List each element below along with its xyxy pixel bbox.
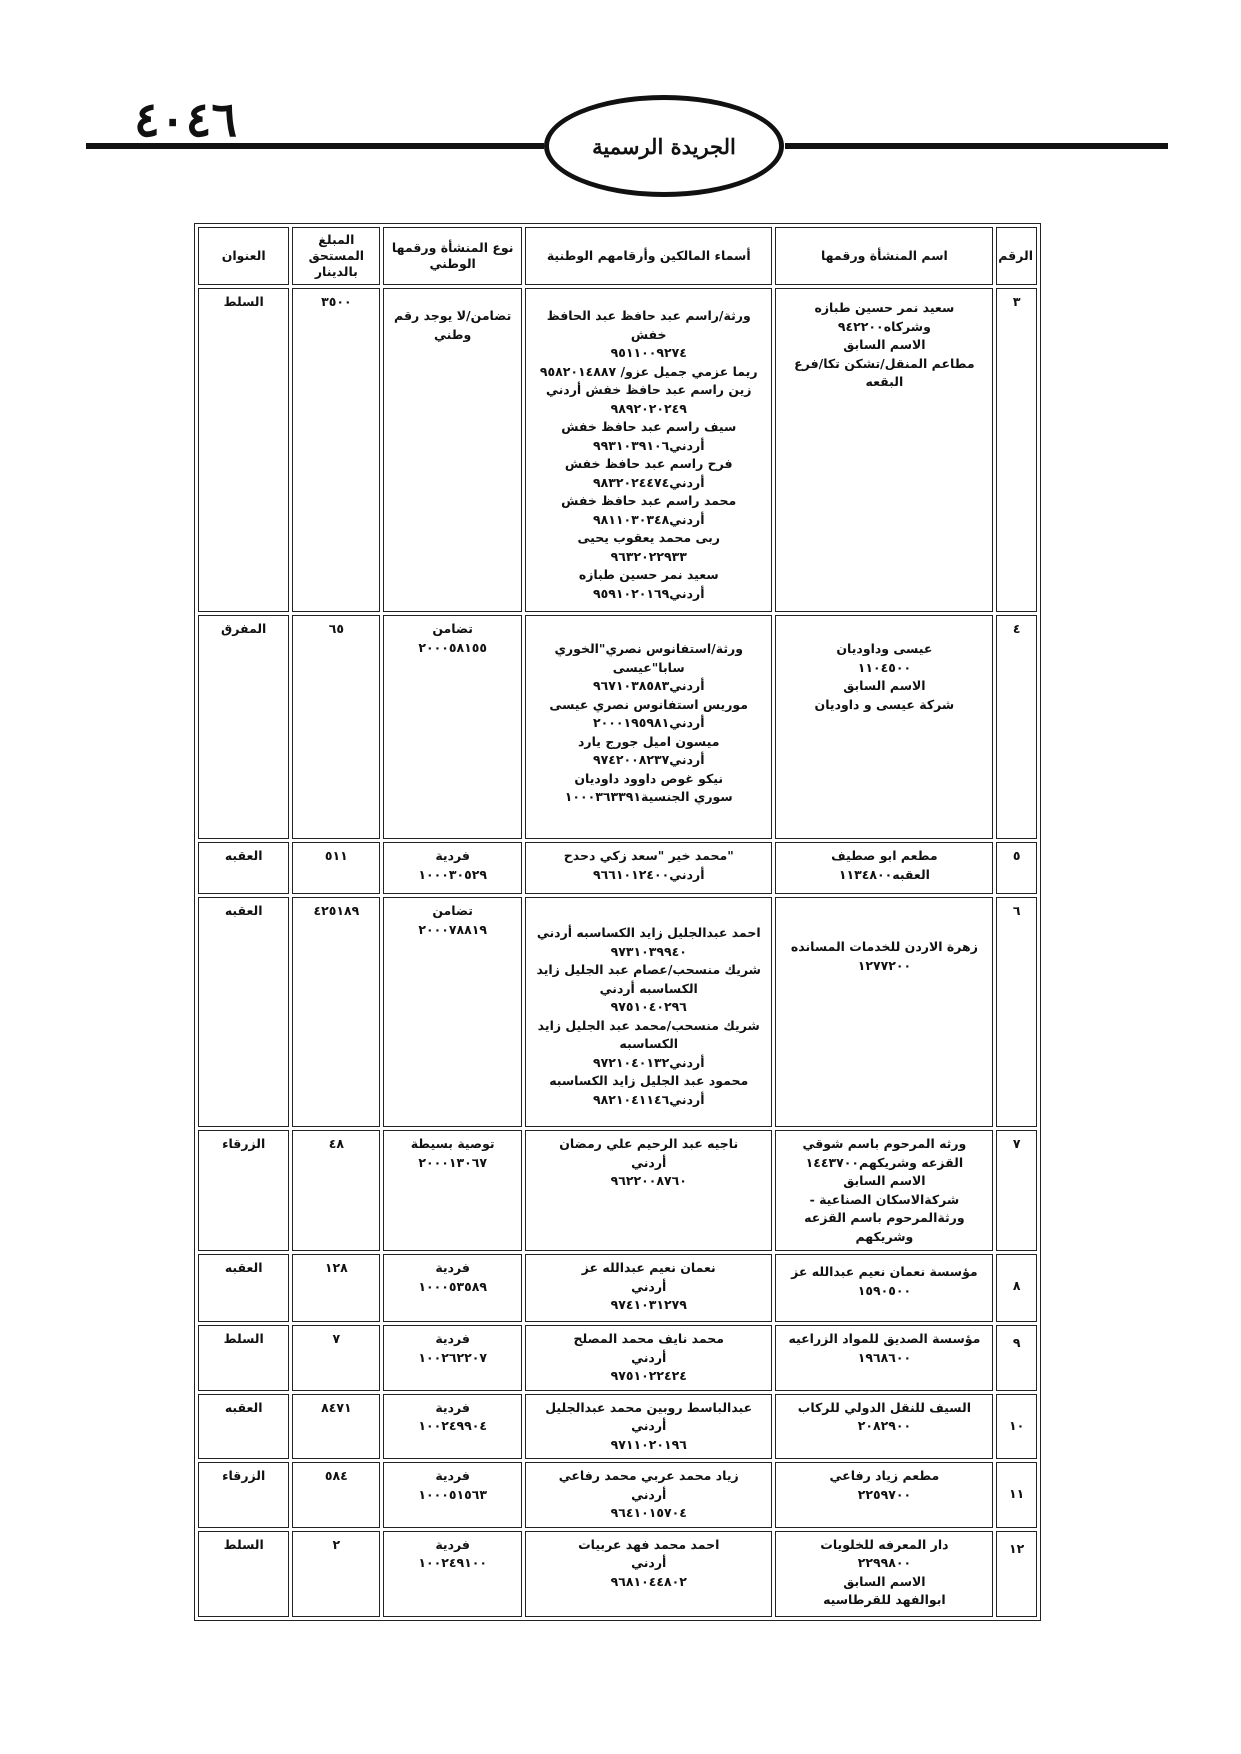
cell-address	[198, 1254, 289, 1322]
cell-entity-line: القزعه وشريكهم١٤٤٣٧٠٠	[805, 1154, 964, 1170]
cell-type-line: فردية	[435, 1331, 470, 1346]
cell-address	[198, 842, 289, 894]
table-row	[198, 1394, 1037, 1460]
cell-number-text: ٨	[1012, 1278, 1021, 1293]
cell-owners-line: سابا"عيسى	[612, 659, 685, 675]
cell-owners-line: نعمان نعيم عبدالله عز	[581, 1260, 716, 1275]
cell-type-line: ١٠٠٢٤٩١٠٠	[418, 1555, 487, 1570]
cell-address-text: السلط	[223, 1536, 264, 1552]
cell-owners-line: أردني٩٨٣٢٠٢٤٤٧٤	[592, 474, 705, 490]
registry-table	[194, 223, 1041, 1621]
cell-owners	[525, 1325, 773, 1391]
cell-entity-line: السيف للنقل الدولي للركاب	[797, 1399, 971, 1415]
page-number: ٤٠٤٦	[134, 92, 238, 148]
cell-amount	[292, 1325, 380, 1391]
cell-entity-line: ١٩٦٨٦٠٠	[857, 1349, 912, 1365]
cell-entity	[775, 1254, 993, 1322]
cell-address	[198, 897, 289, 1127]
cell-owners-line: أردني	[631, 1278, 667, 1294]
cell-owners-line: أردني٩٩٣١٠٣٩١٠٦	[592, 437, 705, 453]
cell-entity-line: ٢٠٨٢٩٠٠	[857, 1418, 912, 1433]
col-header-type: نوع المنشأة ورقمها الوطني	[383, 227, 522, 285]
cell-address	[198, 288, 289, 612]
cell-owners-line: محمد نايف محمد المصلح	[573, 1331, 724, 1346]
cell-entity-line: زهرة الاردن للخدمات المسانده	[790, 939, 978, 954]
cell-number	[996, 1130, 1037, 1251]
cell-address	[198, 1130, 289, 1251]
col-header-amount: المبلغ المستحق بالدينار	[292, 227, 380, 285]
cell-type-line: فردية	[435, 1468, 470, 1483]
cell-type-line: ١٠٠٢٦٢٢٠٧	[418, 1349, 487, 1365]
cell-owners-line: ٩٧١١٠٢٠١٩٦	[610, 1436, 687, 1452]
page-title: الجريدة الرسمية	[592, 133, 736, 159]
header-title-oval	[544, 95, 784, 197]
cell-owners-line: ٩٨٩٢٠٢٠٢٤٩	[610, 400, 687, 416]
cell-entity	[775, 842, 993, 894]
cell-owners-line: أردني٩٧٢١٠٤٠١٣٢	[592, 1054, 705, 1070]
cell-type-line: تضامن	[432, 621, 474, 636]
table-row	[198, 842, 1037, 894]
cell-owners-line: سعيد نمر حسين طبازه	[578, 567, 719, 582]
cell-entity-line: الاسم السابق	[843, 337, 926, 352]
cell-entity-line: مؤسسة الصديق للمواد الزراعيه	[788, 1331, 981, 1346]
cell-type	[383, 1325, 522, 1391]
cell-amount	[292, 288, 380, 612]
cell-type	[383, 615, 522, 839]
cell-amount-text: ٢	[332, 1536, 341, 1552]
cell-number-text: ١٢	[1009, 1540, 1025, 1556]
cell-number-text: ٤	[1012, 621, 1021, 636]
cell-owners-line: ٩٦٨١٠٤٤٨٠٢	[610, 1573, 687, 1589]
cell-owners-line: سيف راسم عبد حافظ خفش	[561, 419, 737, 434]
cell-amount	[292, 1531, 380, 1617]
table-row	[198, 1130, 1037, 1251]
cell-number	[996, 288, 1037, 612]
cell-owners-line: شريك منسحب/عصام عبد الجليل زايد	[536, 962, 761, 977]
cell-owners-line: أردني٢٠٠٠١٩٥٩٨١	[592, 715, 705, 730]
cell-owners-line: محمود عبد الجليل زايد الكساسبه	[549, 1073, 749, 1088]
cell-owners-line: موريس استفانوس نصري عيسى	[549, 696, 749, 712]
cell-entity-line: شركةالاسكان الصناعية -	[809, 1191, 960, 1207]
cell-amount	[292, 897, 380, 1127]
cell-amount-text: ٥٨٤	[324, 1468, 348, 1483]
cell-type-line: ١٠٠٢٤٩٩٠٤	[418, 1418, 487, 1433]
cell-entity	[775, 1462, 993, 1528]
cell-owners-line: ورثة/راسم عبد حافظ عبد الحافظ خفش	[546, 308, 751, 342]
cell-owners-line: فرح راسم عبد حافظ خفش	[564, 456, 733, 471]
cell-type-line: فردية	[435, 848, 470, 863]
cell-owners-line: سوري الجنسية١٠٠٠٣٦٣٣٩١	[564, 789, 733, 804]
cell-address-text: المفرق	[221, 621, 267, 636]
cell-number-text: ١٠	[1009, 1417, 1025, 1433]
table-row	[198, 1325, 1037, 1391]
cell-owners-line: الكساسبه أردني	[599, 980, 698, 996]
cell-type-line: تضامن	[432, 903, 474, 918]
cell-amount	[292, 1394, 380, 1460]
cell-owners-line: أردني٩٧٤٢٠٠٨٢٣٧	[592, 752, 705, 767]
cell-type-line: ١٠٠٠٥٣٥٨٩	[418, 1278, 487, 1294]
cell-owners-line: محمد راسم عبد حافظ خفش	[561, 493, 737, 508]
cell-owners-line: أردني٩٦٦١٠١٢٤٠٠	[592, 866, 705, 882]
cell-entity-line: ١١٠٤٥٠٠	[857, 659, 912, 675]
cell-owners-line: شريك منسحب/محمد عبد الجليل زايد الكساسبه	[537, 1017, 760, 1051]
cell-entity-line: سعيد نمر حسين طبازه	[814, 300, 955, 315]
cell-type-line: فردية	[435, 1536, 470, 1552]
cell-address-text: الزرقاء	[222, 1468, 266, 1483]
col-header-number: الرقم	[996, 227, 1037, 285]
cell-entity-line: ابوالفهد للقرطاسيه	[823, 1592, 946, 1607]
cell-type-line: فردية	[435, 1399, 470, 1415]
cell-owners-line: ٩٦٣٢٠٢٢٩٣٣	[610, 548, 687, 564]
cell-address	[198, 1462, 289, 1528]
cell-owners-line: نيكو غوص داوود داوديان	[574, 770, 724, 786]
cell-amount	[292, 615, 380, 839]
cell-owners-line: ٩٧٥١٠٢٢٤٢٤	[610, 1368, 687, 1383]
cell-owners-line: أردني	[631, 1486, 667, 1502]
cell-owners-line: احمد محمد فهد عربيات	[578, 1536, 720, 1552]
cell-owners	[525, 1394, 773, 1460]
cell-entity	[775, 897, 993, 1127]
cell-owners-line: احمد عبدالجليل زايد الكساسبه أردني	[536, 925, 761, 940]
cell-number	[996, 1254, 1037, 1322]
cell-type	[383, 288, 522, 612]
cell-type	[383, 1531, 522, 1617]
cell-number-text: ٣	[1012, 294, 1021, 309]
cell-number	[996, 1325, 1037, 1391]
cell-owners	[525, 842, 773, 894]
cell-type-line: فردية	[435, 1260, 470, 1275]
cell-number	[996, 1462, 1037, 1528]
cell-number-text: ٧	[1012, 1136, 1021, 1151]
cell-address	[198, 1394, 289, 1460]
cell-type-line: ٢٠٠٠١٣٠٦٧	[418, 1154, 487, 1170]
cell-owners-line: ٩٦٢٢٠٠٨٧٦٠	[610, 1173, 687, 1188]
cell-owners-line: ٩٧٣١٠٣٩٩٤٠	[610, 943, 687, 959]
cell-amount-text: ١٢٨	[324, 1260, 348, 1275]
cell-entity-line: شركة عيسى و داوديان	[814, 696, 955, 712]
cell-entity-line: ٢٢٥٩٧٠٠	[857, 1486, 912, 1502]
cell-entity-line: الاسم السابق	[843, 678, 926, 693]
col-header-address: العنوان	[198, 227, 289, 285]
cell-owners-line: ناجيه عبد الرحيم علي رمضان	[559, 1136, 739, 1151]
cell-number	[996, 615, 1037, 839]
cell-owners-line: "محمد خير "سعد زكي دحدح	[563, 848, 734, 863]
cell-entity-line: ورثةالمرحوم باسم القزعه	[804, 1210, 965, 1225]
cell-entity-line: ١٥٩٠٥٠٠	[857, 1282, 912, 1298]
cell-entity-line: مؤسسة نعمان نعيم عبدالله عز	[791, 1264, 978, 1279]
cell-number-text: ٩	[1012, 1335, 1021, 1350]
cell-entity-line: مطعم زياد رفاعي	[829, 1468, 940, 1483]
cell-number	[996, 1531, 1037, 1617]
cell-entity-line: وشركاه٩٤٢٢٠٠	[837, 318, 931, 334]
cell-owners	[525, 1462, 773, 1528]
cell-address-text: العقبه	[224, 903, 263, 918]
cell-entity-line: دار المعرفه للخلويات	[820, 1536, 949, 1552]
cell-address-text: الزرقاء	[222, 1136, 266, 1151]
cell-amount-text: ٣٥٠٠	[321, 294, 352, 309]
cell-number-text: ٥	[1012, 848, 1021, 863]
cell-entity-line: ١٢٧٧٢٠٠	[857, 957, 912, 973]
cell-entity-line: البقعه	[865, 374, 904, 389]
col-header-owners: أسماء المالكين وأرقامهم الوطنية	[525, 227, 773, 285]
cell-address	[198, 1325, 289, 1391]
cell-number	[996, 897, 1037, 1127]
cell-address-text: السلط	[223, 294, 264, 309]
cell-entity	[775, 615, 993, 839]
cell-owners-line: عبدالباسط روبين محمد عبدالجليل	[545, 1399, 753, 1415]
cell-type	[383, 897, 522, 1127]
cell-address-text: العقبه	[224, 1260, 263, 1275]
cell-number	[996, 842, 1037, 894]
cell-type	[383, 1130, 522, 1251]
cell-owners	[525, 1254, 773, 1322]
cell-type-line: ١٠٠٠٥١٥٦٣	[418, 1486, 487, 1502]
cell-number-text: ١١	[1009, 1486, 1025, 1501]
cell-type-line: ١٠٠٠٣٠٥٢٩	[418, 866, 487, 882]
table-row	[198, 1254, 1037, 1322]
cell-entity-line: العقبه١١٣٤٨٠٠	[838, 866, 930, 882]
table-row	[198, 1462, 1037, 1528]
cell-owners	[525, 1531, 773, 1617]
cell-owners	[525, 615, 773, 839]
cell-entity	[775, 1394, 993, 1460]
cell-entity	[775, 1130, 993, 1251]
cell-address-text: السلط	[223, 1331, 264, 1346]
cell-address-text: العقبه	[224, 848, 263, 863]
cell-amount-text: ٧	[332, 1331, 341, 1346]
cell-amount-text: ٥١١	[324, 848, 348, 863]
cell-owners-line: أردني٩٨١١٠٣٠٣٤٨	[592, 511, 705, 527]
cell-type-line: ٢٠٠٠٧٨٨١٩	[418, 921, 487, 937]
cell-amount-text: ٨٤٧١	[321, 1399, 352, 1415]
cell-address	[198, 615, 289, 839]
cell-entity-line: الاسم السابق	[843, 1173, 926, 1188]
cell-address	[198, 1531, 289, 1617]
cell-entity-line: مطاعم المنقل/تشكن تكا/فرع	[794, 355, 975, 371]
cell-owners-line: أردني٩٦٧١٠٣٨٥٨٣	[592, 678, 705, 693]
col-header-entity: اسم المنشأة ورقمها	[775, 227, 993, 285]
cell-entity	[775, 1531, 993, 1617]
cell-owners-line: ٩٥١١٠٠٩٢٧٤	[610, 345, 687, 360]
cell-amount	[292, 1130, 380, 1251]
cell-owners-line: ربى محمد يعقوب يحيى	[577, 530, 720, 545]
cell-amount-text: ٤٢٥١٨٩	[313, 903, 360, 918]
cell-entity-line: وشريكهم	[855, 1228, 914, 1244]
cell-owners	[525, 1130, 773, 1251]
table-row	[198, 288, 1037, 612]
cell-type	[383, 1462, 522, 1528]
cell-type-line: تضامن/لا يوجد رقم	[394, 308, 512, 323]
cell-owners-line: أردني٩٨٢١٠٤١١٤٦	[592, 1091, 705, 1107]
cell-address-text: العقبه	[224, 1399, 263, 1415]
cell-owners-line: أردني	[631, 1418, 667, 1433]
cell-owners-line: ٩٧٥١٠٤٠٢٩٦	[610, 999, 687, 1014]
header-rule-right	[785, 143, 1168, 149]
cell-type-line: ٢٠٠٠٥٨١٥٥	[418, 639, 487, 655]
cell-type	[383, 1254, 522, 1322]
cell-owners-line: أردني٩٥٩١٠٢٠١٦٩	[592, 585, 705, 601]
cell-owners	[525, 288, 773, 612]
cell-owners-line: أردني	[631, 1154, 667, 1170]
cell-type-line: توصية بسيطة	[410, 1136, 495, 1151]
cell-owners	[525, 897, 773, 1127]
cell-number	[996, 1394, 1037, 1460]
cell-owners-line: زين راسم عبد حافظ خفش أردني	[545, 382, 752, 397]
cell-entity-line: مطعم ابو صطيف	[831, 848, 938, 863]
cell-owners-line: ٩٧٤١٠٣١٢٧٩	[610, 1297, 687, 1312]
cell-owners-line: أردني	[631, 1349, 667, 1365]
table-row	[198, 615, 1037, 839]
cell-type	[383, 842, 522, 894]
cell-amount	[292, 842, 380, 894]
cell-amount-text: ٤٨	[328, 1136, 344, 1151]
cell-owners-line: ٩٦٤١٠١٥٧٠٤	[610, 1505, 687, 1520]
cell-entity-line: الاسم السابق	[843, 1573, 926, 1589]
cell-owners-line: زياد محمد عربي محمد رفاعي	[558, 1468, 739, 1483]
cell-entity	[775, 288, 993, 612]
cell-owners-line: ريما عزمي جميل عزو/ ٩٥٨٢٠١٤٨٨٧	[539, 363, 758, 379]
cell-amount	[292, 1462, 380, 1528]
table-header-row	[198, 227, 1037, 285]
cell-amount-text: ٦٥	[328, 621, 344, 636]
cell-entity-line: عيسى وداوديان	[836, 641, 933, 656]
cell-owners-line: ميسون اميل جورج يارد	[577, 733, 720, 749]
cell-type	[383, 1394, 522, 1460]
cell-owners-line: ورثة/استفانوس نصري"الخوري	[554, 641, 743, 656]
cell-entity-line: ورثه المرحوم باسم شوقي	[802, 1136, 967, 1151]
table-row	[198, 897, 1037, 1127]
cell-entity-line: ٢٢٩٩٨٠٠	[857, 1555, 912, 1570]
cell-number-text: ٦	[1012, 903, 1021, 918]
table-row	[198, 1531, 1037, 1617]
cell-owners-line: أردني	[631, 1555, 667, 1570]
cell-type-line: وطني	[434, 326, 472, 342]
cell-amount	[292, 1254, 380, 1322]
cell-entity	[775, 1325, 993, 1391]
